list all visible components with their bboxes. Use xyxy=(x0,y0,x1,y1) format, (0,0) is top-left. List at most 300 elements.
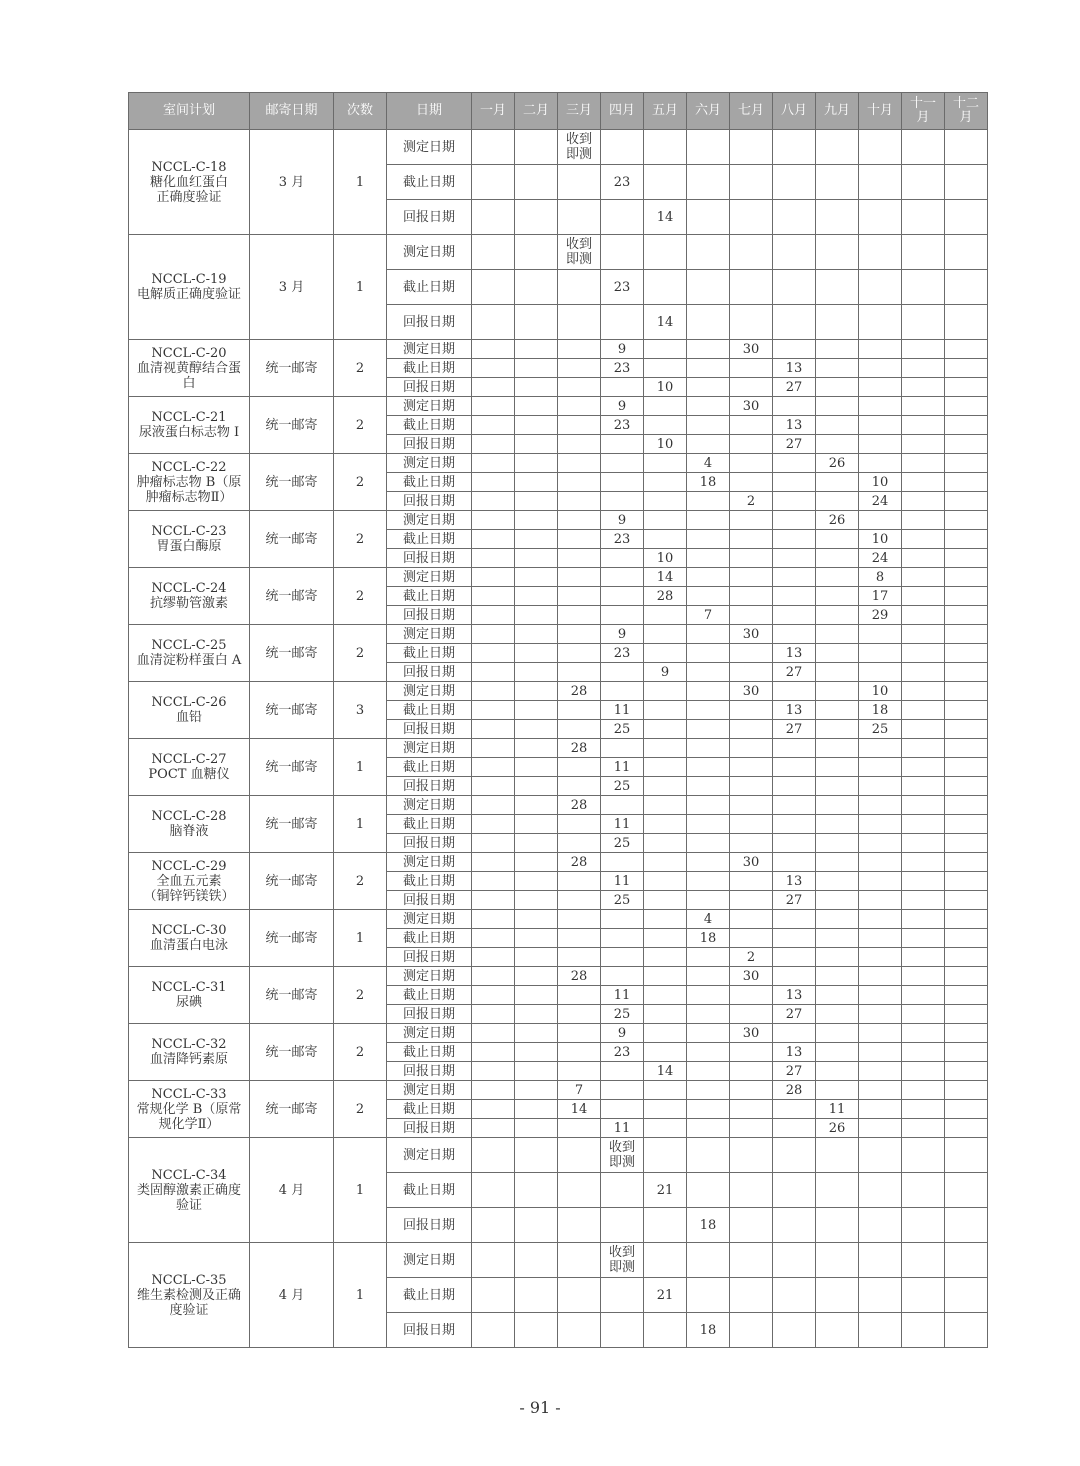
table-body xyxy=(129,130,988,1348)
date-label: 测定日期 xyxy=(387,853,472,872)
month-cell xyxy=(730,1081,773,1100)
month-cell xyxy=(558,891,601,910)
month-cell xyxy=(859,910,902,929)
date-label: 回报日期 xyxy=(387,663,472,682)
month-cell: 10 xyxy=(644,549,687,568)
month-cell xyxy=(902,853,945,872)
date-label: 截止日期 xyxy=(387,473,472,492)
month-cell: 14 xyxy=(644,568,687,587)
date-label: 截止日期 xyxy=(387,644,472,663)
month-cell xyxy=(859,1062,902,1081)
month-cell xyxy=(601,1173,644,1208)
month-cell xyxy=(644,967,687,986)
month-cell xyxy=(515,815,558,834)
month-cell: 23 xyxy=(601,530,644,549)
month-cell xyxy=(601,1081,644,1100)
times-count: 2 xyxy=(334,853,387,910)
table-row xyxy=(129,1138,988,1173)
table-row xyxy=(129,682,988,701)
month-cell xyxy=(902,720,945,739)
month-cell xyxy=(816,834,859,853)
month-cell xyxy=(472,305,515,340)
month-cell xyxy=(558,663,601,682)
month-cell xyxy=(773,777,816,796)
month-cell xyxy=(558,200,601,235)
month-cell xyxy=(601,378,644,397)
month-cell xyxy=(472,130,515,165)
month-cell xyxy=(945,378,988,397)
month-cell xyxy=(472,701,515,720)
month-cell xyxy=(472,435,515,454)
month-cell: 9 xyxy=(601,1024,644,1043)
month-cell xyxy=(515,777,558,796)
column-header: 九月 xyxy=(816,93,859,130)
month-cell xyxy=(859,1081,902,1100)
month-cell xyxy=(902,530,945,549)
header-row xyxy=(129,93,988,130)
month-cell xyxy=(644,720,687,739)
month-cell xyxy=(773,1278,816,1313)
month-cell xyxy=(773,511,816,530)
month-cell xyxy=(515,1062,558,1081)
month-cell xyxy=(472,492,515,511)
month-cell xyxy=(644,359,687,378)
month-cell xyxy=(902,1313,945,1348)
column-header: 十月 xyxy=(859,93,902,130)
month-cell xyxy=(816,200,859,235)
month-cell xyxy=(644,416,687,435)
month-cell xyxy=(515,1100,558,1119)
month-cell xyxy=(816,891,859,910)
month-cell xyxy=(902,1043,945,1062)
month-cell xyxy=(773,1100,816,1119)
month-cell xyxy=(902,682,945,701)
table-row xyxy=(129,910,988,929)
month-cell xyxy=(558,910,601,929)
month-cell xyxy=(601,1062,644,1081)
month-cell xyxy=(558,1313,601,1348)
month-cell xyxy=(945,967,988,986)
date-label: 截止日期 xyxy=(387,270,472,305)
month-cell xyxy=(644,454,687,473)
month-cell: 13 xyxy=(773,644,816,663)
date-label: 测定日期 xyxy=(387,682,472,701)
month-cell: 25 xyxy=(601,777,644,796)
month-cell xyxy=(773,948,816,967)
month-cell xyxy=(687,200,730,235)
month-cell xyxy=(515,986,558,1005)
month-cell xyxy=(515,1313,558,1348)
table-row xyxy=(129,1024,988,1043)
month-cell xyxy=(902,986,945,1005)
month-cell xyxy=(945,416,988,435)
month-cell xyxy=(945,1313,988,1348)
month-cell xyxy=(472,986,515,1005)
month-cell: 30 xyxy=(730,340,773,359)
date-label: 测定日期 xyxy=(387,130,472,165)
date-label: 回报日期 xyxy=(387,492,472,511)
times-count: 2 xyxy=(334,625,387,682)
month-cell xyxy=(472,853,515,872)
month-cell xyxy=(945,1100,988,1119)
month-cell: 10 xyxy=(859,530,902,549)
mail-date: 统一邮寄 xyxy=(250,910,334,967)
month-cell xyxy=(945,929,988,948)
month-cell xyxy=(687,663,730,682)
month-cell xyxy=(816,1243,859,1278)
month-cell xyxy=(902,1005,945,1024)
date-label: 回报日期 xyxy=(387,834,472,853)
month-cell xyxy=(472,1138,515,1173)
month-cell xyxy=(945,492,988,511)
month-cell xyxy=(773,1243,816,1278)
date-label: 测定日期 xyxy=(387,625,472,644)
month-cell xyxy=(945,948,988,967)
month-cell xyxy=(644,1024,687,1043)
month-cell xyxy=(472,796,515,815)
month-cell xyxy=(730,359,773,378)
month-cell xyxy=(558,1062,601,1081)
month-cell xyxy=(558,397,601,416)
month-cell xyxy=(558,165,601,200)
plan-name: NCCL-C-19 电解质正确度验证 xyxy=(129,235,250,340)
month-cell xyxy=(687,758,730,777)
month-cell xyxy=(730,416,773,435)
month-cell xyxy=(558,948,601,967)
month-cell xyxy=(558,1119,601,1138)
month-cell xyxy=(687,720,730,739)
month-cell: 10 xyxy=(644,378,687,397)
month-cell xyxy=(859,165,902,200)
date-label: 测定日期 xyxy=(387,1024,472,1043)
month-cell xyxy=(816,663,859,682)
month-cell xyxy=(816,359,859,378)
month-cell xyxy=(644,270,687,305)
month-cell xyxy=(515,644,558,663)
month-cell xyxy=(945,549,988,568)
mail-date: 统一邮寄 xyxy=(250,1081,334,1138)
month-cell: 26 xyxy=(816,1119,859,1138)
month-cell xyxy=(515,511,558,530)
month-cell: 11 xyxy=(601,758,644,777)
month-cell: 18 xyxy=(687,929,730,948)
month-cell xyxy=(515,270,558,305)
month-cell xyxy=(816,758,859,777)
month-cell xyxy=(515,834,558,853)
month-cell xyxy=(773,492,816,511)
month-cell xyxy=(902,1119,945,1138)
month-cell xyxy=(644,1005,687,1024)
month-cell xyxy=(472,1243,515,1278)
month-cell: 11 xyxy=(601,1119,644,1138)
table-row xyxy=(129,1243,988,1278)
date-label: 回报日期 xyxy=(387,1119,472,1138)
mail-date: 统一邮寄 xyxy=(250,853,334,910)
month-cell xyxy=(816,986,859,1005)
month-cell xyxy=(945,200,988,235)
date-label: 截止日期 xyxy=(387,359,472,378)
month-cell xyxy=(730,720,773,739)
month-cell xyxy=(515,1173,558,1208)
date-label: 回报日期 xyxy=(387,200,472,235)
month-cell xyxy=(472,165,515,200)
month-cell xyxy=(687,130,730,165)
month-cell xyxy=(730,270,773,305)
month-cell xyxy=(902,777,945,796)
date-label: 测定日期 xyxy=(387,454,472,473)
month-cell xyxy=(773,1208,816,1243)
month-cell xyxy=(902,549,945,568)
month-cell xyxy=(687,777,730,796)
month-cell xyxy=(730,891,773,910)
month-cell xyxy=(902,511,945,530)
month-cell xyxy=(472,1005,515,1024)
month-cell xyxy=(644,530,687,549)
month-cell: 30 xyxy=(730,853,773,872)
month-cell xyxy=(515,663,558,682)
month-cell xyxy=(515,682,558,701)
month-cell xyxy=(687,625,730,644)
column-header: 二月 xyxy=(515,93,558,130)
plan-name: NCCL-C-25 血清淀粉样蛋白 A xyxy=(129,625,250,682)
month-cell xyxy=(515,305,558,340)
mail-date: 统一邮寄 xyxy=(250,397,334,454)
plan-name: NCCL-C-20 血清视黄醇结合蛋 白 xyxy=(129,340,250,397)
month-cell xyxy=(472,235,515,270)
month-cell xyxy=(816,587,859,606)
month-cell xyxy=(558,606,601,625)
month-cell xyxy=(859,663,902,682)
month-cell xyxy=(730,378,773,397)
month-cell xyxy=(730,511,773,530)
month-cell xyxy=(558,530,601,549)
month-cell xyxy=(644,872,687,891)
month-cell xyxy=(601,796,644,815)
column-header: 十一 月 xyxy=(902,93,945,130)
month-cell xyxy=(816,1173,859,1208)
month-cell xyxy=(902,910,945,929)
times-count: 2 xyxy=(334,511,387,568)
plan-name: NCCL-C-28 脑脊液 xyxy=(129,796,250,853)
times-count: 2 xyxy=(334,454,387,511)
month-cell xyxy=(644,644,687,663)
schedule-table xyxy=(128,92,988,1348)
column-header: 日期 xyxy=(387,93,472,130)
month-cell xyxy=(687,1081,730,1100)
month-cell xyxy=(945,625,988,644)
month-cell xyxy=(515,492,558,511)
page-number: - 91 - xyxy=(519,1398,561,1417)
month-cell xyxy=(816,1081,859,1100)
month-cell xyxy=(515,397,558,416)
times-count: 1 xyxy=(334,1243,387,1348)
month-cell xyxy=(945,1138,988,1173)
month-cell: 13 xyxy=(773,986,816,1005)
month-cell xyxy=(945,165,988,200)
month-cell: 9 xyxy=(601,340,644,359)
month-cell: 23 xyxy=(601,359,644,378)
times-count: 2 xyxy=(334,568,387,625)
month-cell xyxy=(730,1100,773,1119)
month-cell xyxy=(687,305,730,340)
table-row xyxy=(129,340,988,359)
month-cell xyxy=(945,682,988,701)
month-cell xyxy=(687,815,730,834)
month-cell xyxy=(558,492,601,511)
month-cell xyxy=(945,853,988,872)
month-cell: 14 xyxy=(558,1100,601,1119)
month-cell xyxy=(730,834,773,853)
month-cell xyxy=(644,834,687,853)
month-cell xyxy=(902,130,945,165)
column-header: 十二 月 xyxy=(945,93,988,130)
month-cell xyxy=(730,606,773,625)
column-header: 邮寄日期 xyxy=(250,93,334,130)
month-cell xyxy=(902,378,945,397)
mail-date: 统一邮寄 xyxy=(250,967,334,1024)
month-cell xyxy=(472,568,515,587)
month-cell xyxy=(730,910,773,929)
month-cell xyxy=(558,416,601,435)
month-cell xyxy=(472,270,515,305)
month-cell: 23 xyxy=(601,165,644,200)
date-label: 截止日期 xyxy=(387,986,472,1005)
month-cell xyxy=(730,235,773,270)
month-cell xyxy=(730,701,773,720)
month-cell xyxy=(902,1278,945,1313)
month-cell xyxy=(773,929,816,948)
month-cell xyxy=(515,1081,558,1100)
month-cell xyxy=(816,853,859,872)
month-cell xyxy=(687,359,730,378)
month-cell xyxy=(472,606,515,625)
month-cell xyxy=(472,910,515,929)
month-cell xyxy=(601,473,644,492)
month-cell xyxy=(730,1119,773,1138)
month-cell xyxy=(558,834,601,853)
month-cell xyxy=(515,1208,558,1243)
month-cell: 收到 即测 xyxy=(601,1243,644,1278)
month-cell xyxy=(644,701,687,720)
month-cell xyxy=(515,739,558,758)
month-cell xyxy=(515,378,558,397)
month-cell xyxy=(902,663,945,682)
month-cell xyxy=(515,473,558,492)
month-cell xyxy=(902,701,945,720)
month-cell xyxy=(558,473,601,492)
month-cell: 2 xyxy=(730,948,773,967)
month-cell xyxy=(816,165,859,200)
month-cell xyxy=(730,1278,773,1313)
month-cell xyxy=(601,1313,644,1348)
month-cell xyxy=(859,948,902,967)
month-cell xyxy=(472,378,515,397)
month-cell xyxy=(730,1208,773,1243)
month-cell xyxy=(859,929,902,948)
month-cell xyxy=(515,530,558,549)
times-count: 1 xyxy=(334,910,387,967)
plan-name: NCCL-C-21 尿液蛋白标志物 I xyxy=(129,397,250,454)
month-cell xyxy=(945,235,988,270)
month-cell xyxy=(859,967,902,986)
month-cell: 23 xyxy=(601,270,644,305)
month-cell xyxy=(945,1043,988,1062)
month-cell xyxy=(816,530,859,549)
month-cell xyxy=(515,165,558,200)
month-cell xyxy=(515,1138,558,1173)
month-cell xyxy=(902,397,945,416)
month-cell xyxy=(558,1024,601,1043)
month-cell xyxy=(730,568,773,587)
month-cell xyxy=(472,777,515,796)
month-cell xyxy=(945,606,988,625)
month-cell xyxy=(902,340,945,359)
month-cell xyxy=(773,130,816,165)
month-cell: 30 xyxy=(730,397,773,416)
month-cell xyxy=(730,986,773,1005)
month-cell xyxy=(601,1208,644,1243)
month-cell xyxy=(472,1043,515,1062)
month-cell xyxy=(472,1173,515,1208)
month-cell xyxy=(687,378,730,397)
month-cell xyxy=(816,130,859,165)
table-row xyxy=(129,739,988,758)
month-cell xyxy=(558,1005,601,1024)
month-cell xyxy=(644,986,687,1005)
month-cell xyxy=(902,200,945,235)
month-cell xyxy=(859,1313,902,1348)
month-cell xyxy=(816,777,859,796)
month-cell: 23 xyxy=(601,1043,644,1062)
month-cell xyxy=(515,796,558,815)
month-cell xyxy=(902,165,945,200)
month-cell xyxy=(558,1173,601,1208)
month-cell xyxy=(730,663,773,682)
date-label: 截止日期 xyxy=(387,416,472,435)
month-cell xyxy=(902,568,945,587)
month-cell: 26 xyxy=(816,511,859,530)
month-cell: 27 xyxy=(773,720,816,739)
column-header: 次数 xyxy=(334,93,387,130)
month-cell xyxy=(558,1138,601,1173)
month-cell xyxy=(644,1100,687,1119)
month-cell xyxy=(472,1081,515,1100)
month-cell xyxy=(472,1062,515,1081)
month-cell xyxy=(773,340,816,359)
month-cell xyxy=(558,986,601,1005)
month-cell xyxy=(773,305,816,340)
month-cell xyxy=(515,1243,558,1278)
month-cell xyxy=(945,910,988,929)
month-cell xyxy=(773,454,816,473)
month-cell xyxy=(515,454,558,473)
month-cell: 28 xyxy=(558,796,601,815)
month-cell xyxy=(472,948,515,967)
month-cell xyxy=(945,359,988,378)
month-cell xyxy=(816,796,859,815)
mail-date: 统一邮寄 xyxy=(250,454,334,511)
month-cell xyxy=(902,758,945,777)
month-cell xyxy=(687,682,730,701)
date-label: 测定日期 xyxy=(387,397,472,416)
month-cell: 24 xyxy=(859,492,902,511)
month-cell xyxy=(859,739,902,758)
plan-name: NCCL-C-30 血清蛋白电泳 xyxy=(129,910,250,967)
month-cell xyxy=(945,587,988,606)
month-cell xyxy=(773,796,816,815)
month-cell xyxy=(773,530,816,549)
month-cell xyxy=(902,1062,945,1081)
